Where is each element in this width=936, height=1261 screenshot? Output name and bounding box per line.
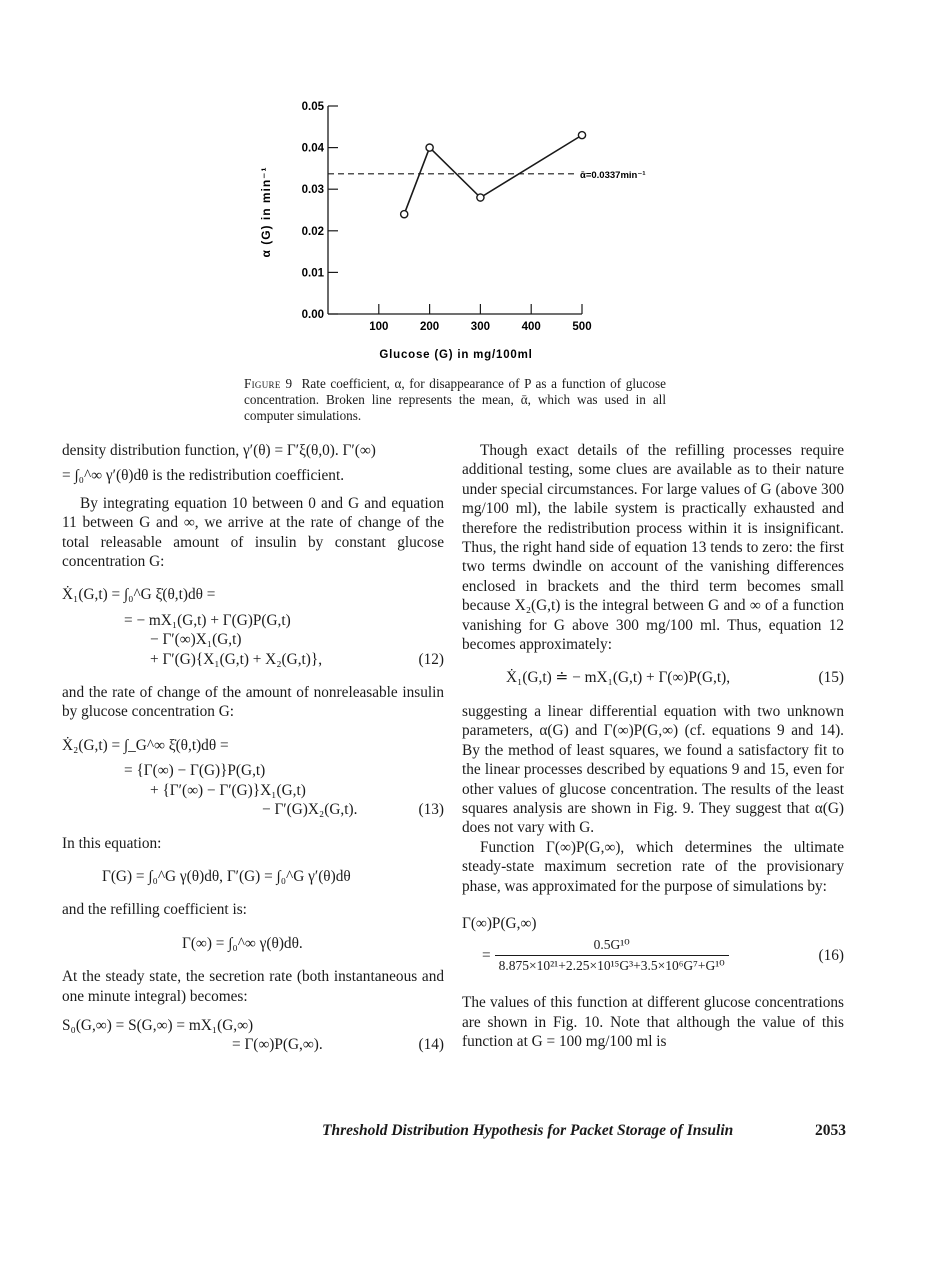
paragraph [62, 441, 444, 486]
figure-caption [244, 376, 666, 424]
equation-refill: Γ(∞) = ∫₀^∞ γ(θ)dθ. [182, 934, 303, 952]
equation-16 [462, 914, 844, 975]
equation-number: (16) [818, 946, 844, 964]
equation-line [62, 1035, 444, 1054]
equation-line: − Γ′(∞)X₁(G,t) [150, 631, 242, 649]
equation-text: + Γ′(G){X₁(G,t) + X₂(G,t)}, [150, 650, 323, 668]
mean-reference-line [328, 170, 646, 181]
x-ticks [369, 304, 591, 333]
equation-12 [62, 585, 444, 669]
equation-text: − Γ′(G)X₂(G,t). [262, 801, 358, 819]
left-column [62, 441, 444, 1055]
chart-axes [328, 106, 582, 314]
paragraph: In this equation: [62, 834, 162, 852]
equation-line [462, 935, 844, 975]
equation-number: (14) [418, 1036, 444, 1054]
figure-9 [0, 0, 936, 430]
paragraph: and the rate of change of the amount of nonreleasable insulin by glucose concentration G: [62, 684, 444, 721]
equation-line: Γ(∞)P(G,∞) [462, 914, 537, 932]
equation-line [62, 800, 444, 819]
data-point [578, 132, 585, 139]
integral: ∫₀^∞ [74, 467, 103, 485]
y-tick-label: 0.03 [301, 184, 324, 197]
data-point [477, 194, 484, 201]
equation-line: S₀(G,∞) = S(G,∞) = mX₁(G,∞) [62, 1016, 254, 1034]
y-tick-label: 0.04 [301, 142, 324, 155]
equation-number: (13) [418, 801, 444, 819]
figure-label: Figure 9 [244, 376, 293, 391]
mean-line-label: ᾱ=0.0337min⁻¹ [580, 169, 646, 181]
equation-text: Ẋ₁(G,t) ≐ − mX₁(G,t) + Γ(∞)P(G,t), [506, 669, 731, 687]
equation-line [62, 650, 444, 669]
page-number: 2053 [815, 1122, 846, 1139]
y-tick-label: 0.00 [301, 309, 324, 321]
text-span: γ′(θ)dθ is the redistribution coefficient. [102, 467, 345, 485]
text-span: density distribution function, γ′(θ) = Γ′ξ(θ,0). Γ′(∞) [62, 442, 376, 459]
x-tick-label: 300 [470, 321, 490, 333]
fraction [495, 935, 729, 975]
paragraph: Though exact details of the refilling processes require additional testing, some clues are available as to their nature under special circumstances. For large values of G (above 300 mg/100 ml), the labile system is practically exhausted and therefore the redistribution process within it is insignificant. Thus, the right hand side of equation 13 tends to zero: the first two terms dwindle on account of the vanishing differences enclosed in brackets and the third term becomes small because X₂(G,t) is the integral between G and ∞ of a function vanishing for G above 300 mg/100 ml. Thus, equation 12 becomes approximately: [462, 442, 844, 654]
data-point [401, 211, 408, 218]
paragraph: The values of this function at different glucose concentrations are shown in Fig. 10. Note that although the value of this function at G = 100 mg/100 ml is [462, 994, 844, 1050]
equation-line: Ẋ₂(G,t) = ∫_G^∞ ξ̇(θ,t)dθ = [62, 736, 229, 754]
equation-line: = {Γ(∞) − Γ(G)}P(G,t) [124, 762, 266, 780]
right-column [462, 441, 844, 1051]
equation-line: + {Γ′(∞) − Γ′(G)}X₁(G,t) [150, 781, 306, 799]
data-point [426, 144, 433, 151]
x-tick-label: 500 [572, 321, 592, 333]
paragraph: At the steady state, the secretion rate (both instantaneous and one minute integral) becomes: [62, 968, 444, 1005]
paragraph: and the refilling coefficient is: [62, 901, 247, 919]
y-axis-label: α (G) in min⁻¹ [259, 166, 273, 258]
equation-14 [62, 1016, 444, 1055]
data-series [401, 132, 586, 218]
x-tick-label: 200 [420, 321, 440, 333]
page-footer [322, 1122, 846, 1140]
y-tick-label: 0.01 [301, 267, 324, 280]
alpha-chart [0, 0, 936, 372]
y-tick-label: 0.05 [301, 101, 324, 113]
running-title: Threshold Distribution Hypothesis for Packet Storage of Insulin [322, 1122, 734, 1139]
fraction-denominator: 8.875×10²¹+2.25×10¹⁵G³+3.5×10⁶G⁷+G¹⁰ [498, 957, 725, 973]
x-tick-label: 400 [521, 321, 541, 333]
x-tick-label: 100 [369, 321, 389, 333]
equation-number: (15) [818, 669, 844, 687]
caption-text: Rate coefficient, α, for disappearance of P as a function of glucose concentration. Broken line represents the mean, ᾱ, which was used in all computer simulations. [244, 376, 667, 423]
equation-line: = − mX₁(G,t) + Γ(G)P(G,t) [124, 611, 291, 629]
equation-number: (12) [418, 650, 444, 668]
equation-13 [62, 736, 444, 820]
x-axis-label: Glucose (G) in mg/100ml [379, 349, 533, 361]
equation-text: = Γ(∞)P(G,∞). [232, 1036, 323, 1054]
fraction-numerator: 0.5G¹⁰ [495, 935, 729, 955]
paragraph: Function Γ(∞)P(G,∞), which determines the ultimate steady-state maximum secretion rate of the provisionary phase, was approximated for the purpose of simulations by: [462, 838, 844, 895]
paragraph: By integrating equation 10 between 0 and G and equation 11 between G and ∞, we arrive at the rate of change of the total releasable amount of insulin by constant glucose concentration G: [62, 494, 444, 571]
paragraph: suggesting a linear differential equation with two unknown parameters, α(G) and Γ(∞)P(G,∞) (cf. equations 9 and 14). By the method of least squares, we found a satisfactory fit to the linear processes described by equations 9 and 15, even for other values of glucose concentration. The results of the least squares analysis are shown in Fig. 9. They suggest that α(G) does not vary with G. [462, 702, 844, 837]
text-line [62, 466, 444, 485]
equation-gamma: Γ(G) = ∫₀^G γ(θ)dθ, Γ′(G) = ∫₀^G γ′(θ)dθ [102, 867, 351, 885]
equation-text: = [482, 946, 491, 964]
y-ticks [302, 101, 338, 321]
equation-15 [462, 668, 844, 687]
equation-line: Ẋ₁(G,t) = ∫₀^G ξ̇(θ,t)dθ = [62, 586, 216, 604]
y-tick-label: 0.02 [301, 225, 324, 238]
text-span: = [62, 467, 75, 485]
